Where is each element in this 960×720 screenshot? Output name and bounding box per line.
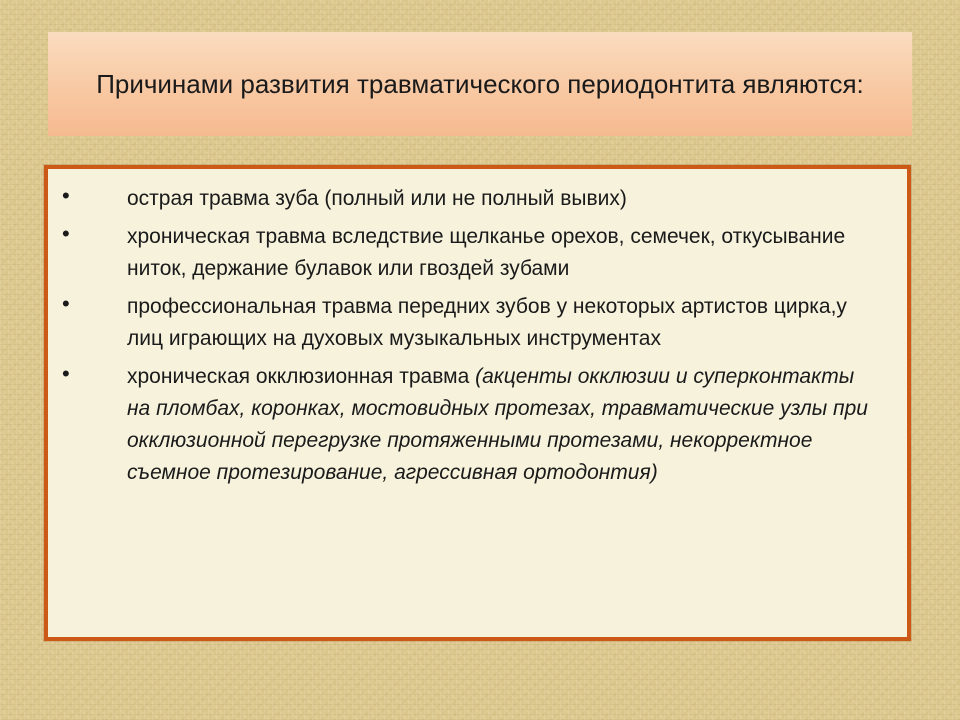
bullet-text: профессиональная травма передних зубов у некоторых артистов цирка,у лиц играющих на духовых музыкальных инструментах <box>127 295 847 350</box>
bullet-text-regular: хроническая окклюзионная травма <box>127 365 476 388</box>
list-item <box>48 291 907 355</box>
bullet-icon: • <box>62 221 70 246</box>
bullet-list <box>48 183 907 495</box>
bullet-text-italic: (акценты окклюзии и суперконтакты на пломбах, коронках, мостовидных протезах, травматические узлы при окклюзионной перегрузке протяженными протезами, некорректное съемное протезирование, агрессивная ортодонтия) <box>127 365 868 484</box>
bullet-text: острая травма зуба (полный или не полный вывих) <box>127 187 627 210</box>
bullet-text <box>127 365 868 484</box>
bullet-icon: • <box>62 361 70 386</box>
list-item <box>48 221 907 285</box>
slide-title: Причинами развития травматического периодонтита являются: <box>96 69 864 99</box>
bullet-icon: • <box>62 291 70 316</box>
list-item <box>48 183 907 215</box>
content-box <box>44 165 911 641</box>
bullet-text: хроническая травма вследствие щелканье орехов, семечек, откусывание ниток, держание булавок или гвоздей зубами <box>127 225 846 280</box>
list-item <box>48 361 907 489</box>
title-band <box>48 32 912 136</box>
bullet-icon: • <box>62 183 70 208</box>
